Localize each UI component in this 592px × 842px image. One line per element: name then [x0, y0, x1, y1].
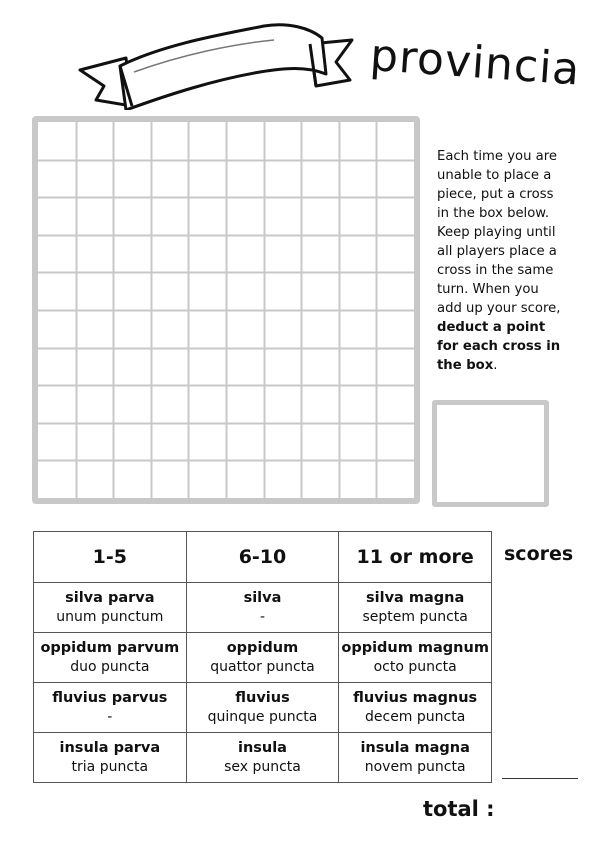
points-value: decem puncta — [365, 708, 466, 725]
terrain-name: insula — [237, 739, 287, 756]
table-cell — [339, 683, 492, 733]
instructions-end: . — [493, 358, 498, 373]
table-row — [34, 733, 492, 783]
terrain-name: fluvius magnus — [353, 689, 478, 706]
points-value: - — [107, 708, 113, 725]
terrain-name: oppidum — [226, 639, 299, 656]
table-cell — [186, 633, 339, 683]
table-row — [34, 683, 492, 733]
points-value: quinque puncta — [207, 708, 318, 725]
points-value: unum punctum — [56, 608, 164, 625]
table-header: 6-10 — [186, 532, 339, 583]
points-value: duo puncta — [70, 658, 150, 675]
terrain-name: silva parva — [65, 589, 155, 606]
points-value: septem puncta — [362, 608, 468, 625]
scores-label: scores — [504, 543, 574, 565]
table-cell — [34, 633, 187, 683]
scoring-table — [33, 531, 492, 783]
table-row — [34, 633, 492, 683]
terrain-name: silva magna — [366, 589, 465, 606]
table-header: 11 or more — [339, 532, 492, 583]
terrain-name: oppidum parvum — [40, 639, 180, 656]
table-cell — [34, 683, 187, 733]
table-header: 1-5 — [34, 532, 187, 583]
placement-grid[interactable] — [32, 116, 420, 504]
terrain-name: fluvius — [235, 689, 290, 706]
score-entry-line[interactable] — [502, 778, 578, 779]
terrain-name: fluvius parvus — [52, 689, 168, 706]
page-title: provincia — [368, 30, 583, 96]
terrain-name: insula parva — [59, 739, 161, 756]
instructions-plain: Each time you are unable to place a piece, put a cross in the box below. Keep playing until all players place a cross in the same turn. When you add up your score, — [437, 149, 561, 316]
table-cell — [339, 583, 492, 633]
table-cell — [186, 683, 339, 733]
points-value: novem puncta — [364, 758, 466, 775]
table-cell — [339, 733, 492, 783]
table-cell — [186, 583, 339, 633]
points-value: - — [259, 608, 266, 625]
table-cell — [339, 633, 492, 683]
points-value: sex puncta — [224, 758, 301, 775]
table-row — [34, 583, 492, 633]
points-value: octo puncta — [373, 658, 457, 675]
total-label: total : — [423, 797, 495, 821]
table-cell — [186, 733, 339, 783]
ribbon-banner-icon — [74, 14, 356, 110]
terrain-name: insula magna — [360, 739, 470, 756]
instructions-bold: deduct a point for each cross in the box — [437, 320, 561, 373]
instructions-text — [437, 147, 567, 375]
points-value: tria puncta — [71, 758, 149, 775]
terrain-name: oppidum magnum — [341, 639, 489, 656]
table-cell — [34, 583, 187, 633]
table-cell — [34, 733, 187, 783]
table-header-row — [34, 532, 492, 583]
terrain-name: silva — [243, 589, 282, 606]
grid-lines — [38, 122, 414, 498]
points-value: quattor puncta — [210, 658, 315, 675]
cross-box[interactable] — [432, 400, 549, 507]
